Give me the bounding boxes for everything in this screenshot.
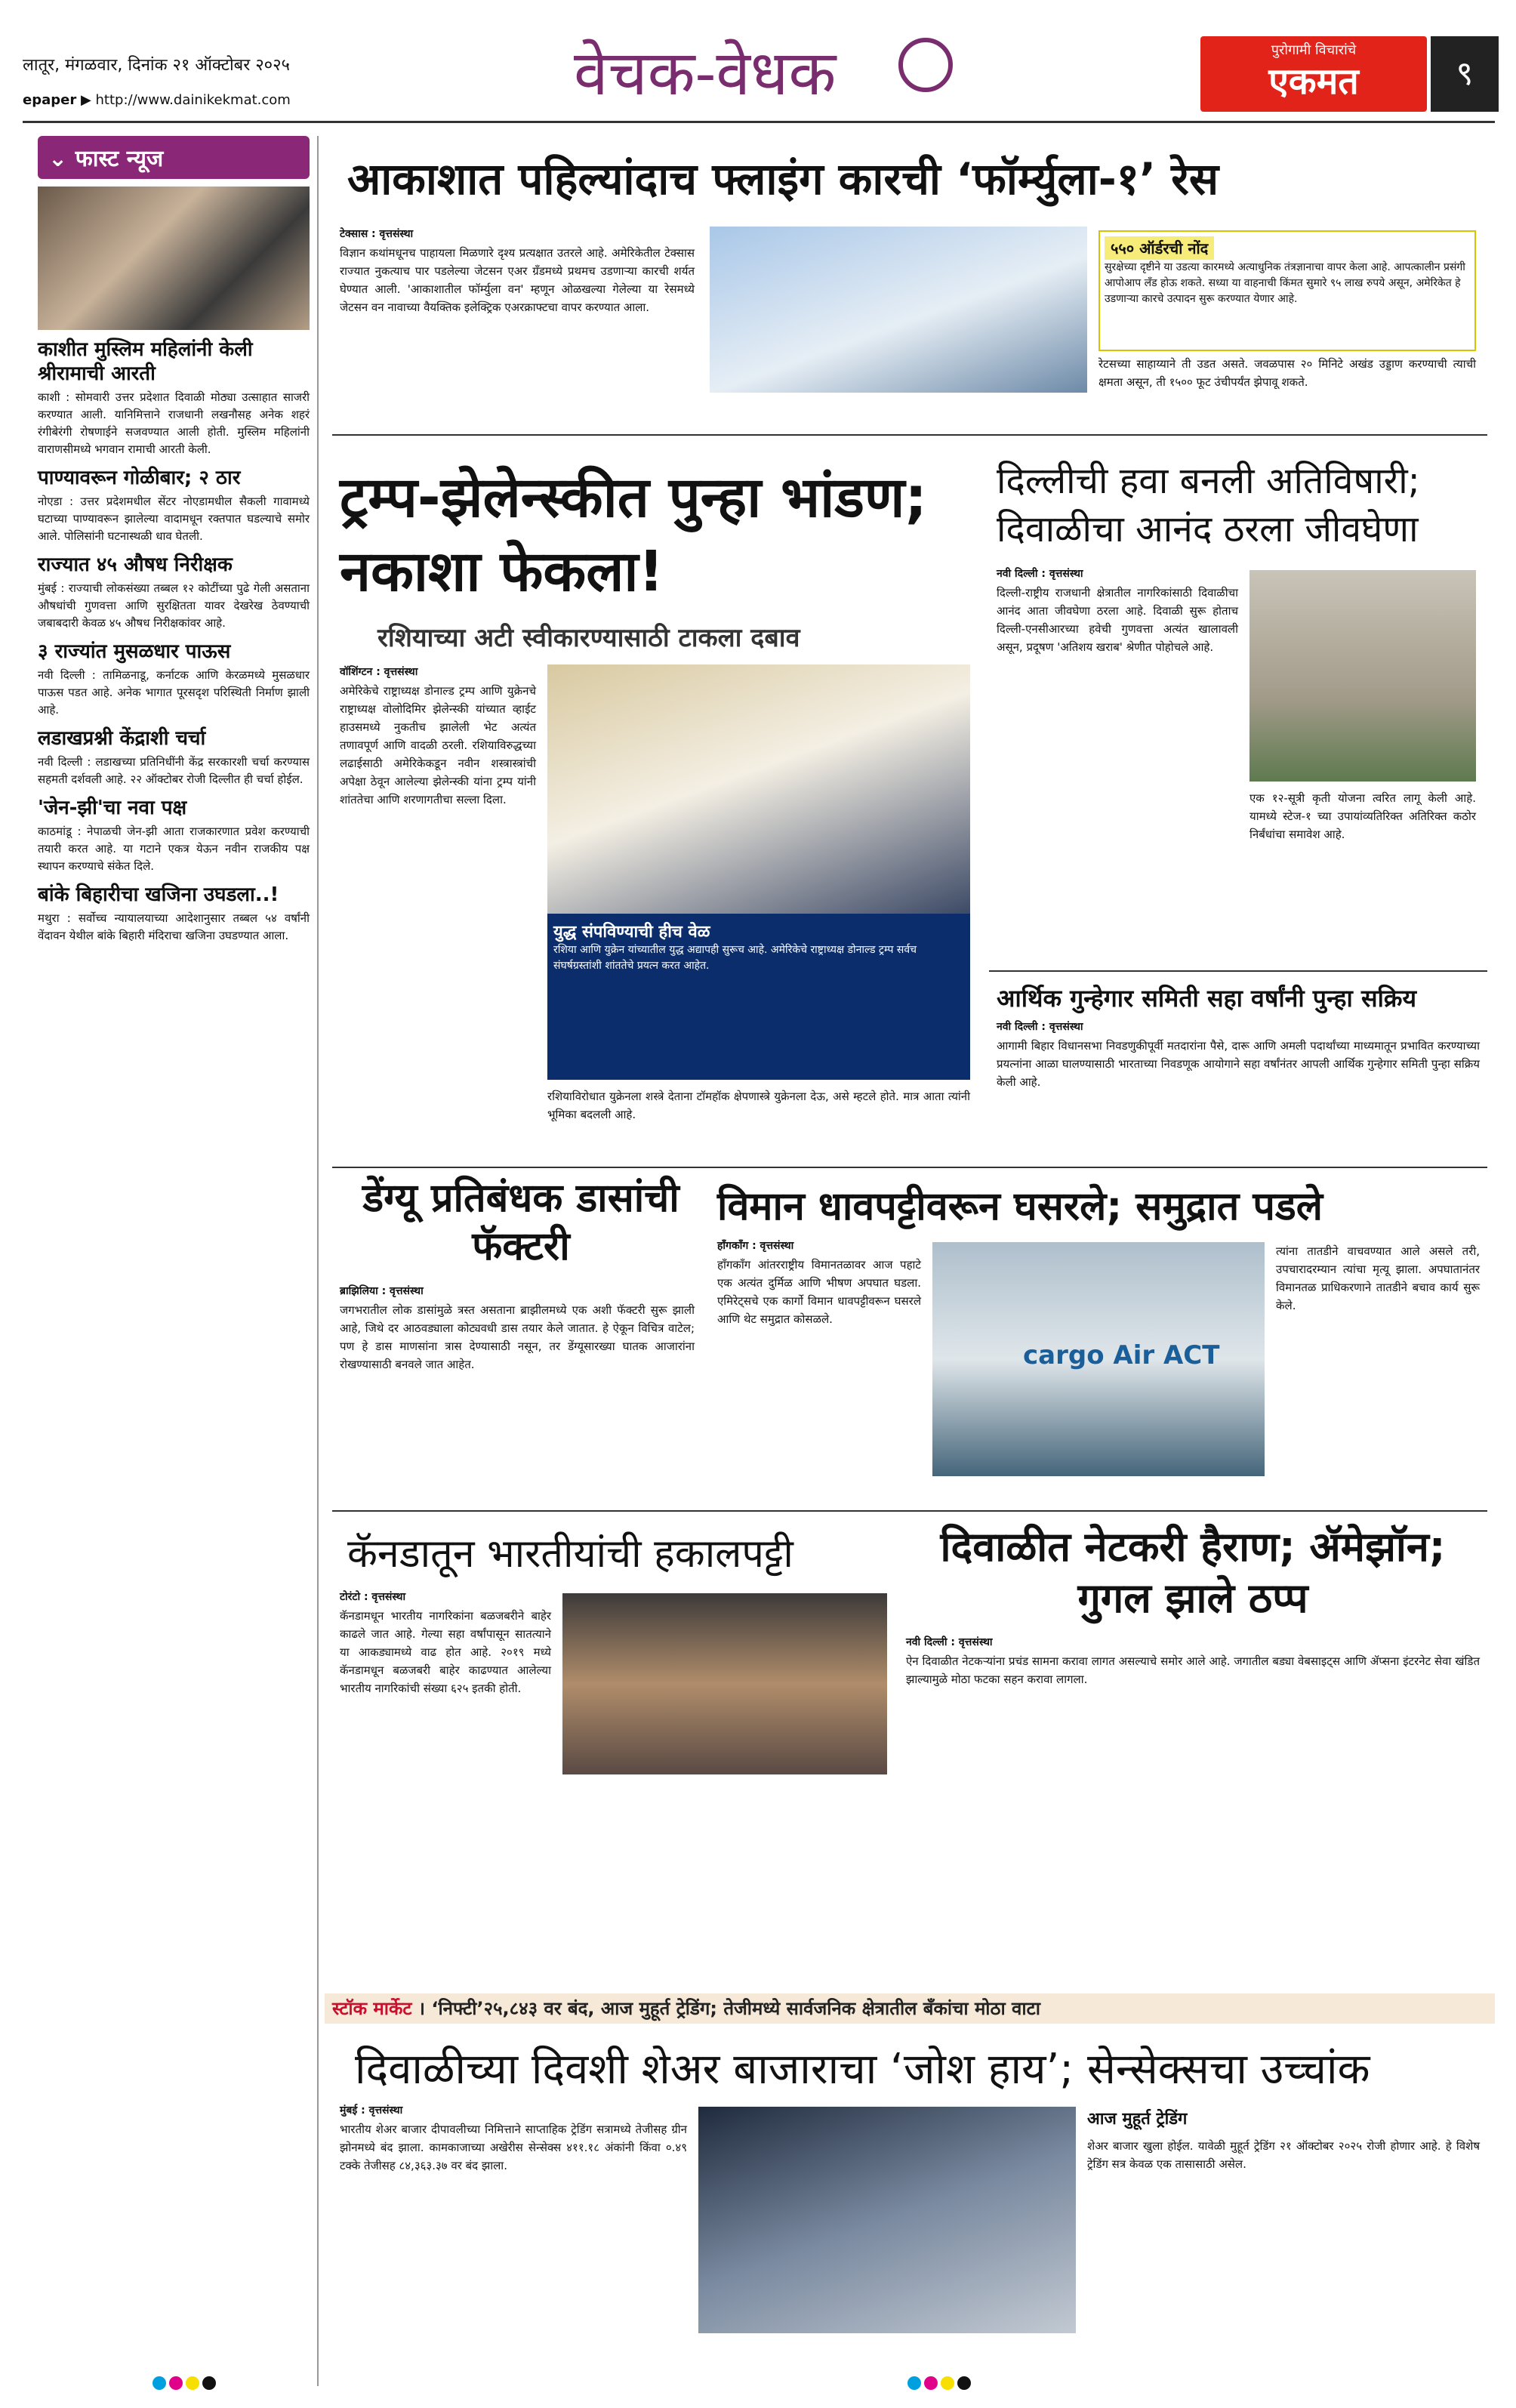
news-heading: 'जेन-झी'चा नवा पक्ष [38, 797, 187, 819]
infobox-body: सुरक्षेच्या दृष्टीने या उडत्या कारमध्ये अत्याधुनिक तंत्रज्ञानाचा वापर केला आहे. आपत्कालीन प्रसंगी आपोआप लँड होऊ शकते. सध्या या वाहनाची किंमत सुमारे ९५ लाख रुपये असून, अमेरिकेत हे उडणाऱ्या कारचे उत्पादन सुरू करण्यात येणार आहे. [1105, 261, 1465, 305]
story1-tail-text: रेटसच्या साहाय्याने ती उडत असते. जवळपास २० मिनिटे अखंड उड्डाण करण्याची त्याची क्षमता असून, ती १५०० फूट उंचीपर्यंत झेपावू शकते. [1098, 357, 1476, 389]
story6-text [717, 1238, 921, 1328]
story9-side-heading: आज मुहूर्त ट्रेडिंग [1087, 2110, 1188, 2129]
list-item [38, 640, 310, 719]
list-item [38, 726, 310, 788]
news-body: मथुरा : सर्वोच्च न्यायालयाच्या आदेशानुसार तब्बल ५४ वर्षांनी वेंदावन येथील बांके बिहारी मंदिराचा खजिना उघडण्यात आला. [38, 911, 310, 942]
story1-tail [1098, 355, 1476, 391]
page-number: ९ [1431, 36, 1499, 112]
story5-dateline: ब्राझिलिया : वृत्तसंस्था [340, 1285, 424, 1297]
india-gate-photo [1249, 570, 1476, 782]
sidebar-divider [317, 136, 319, 2386]
story4-dateline: नवी दिल्ली : वृत्तसंस्था [997, 1021, 1083, 1033]
news-body: नवी दिल्ली : लडाखच्या प्रतिनिधींनी केंद्र सरकारशी चर्चा करण्यास सहमती दर्शवली आहे. २२ ऑक्टोबर रोजी दिल्लीत ही चर्चा होईल. [38, 755, 310, 786]
stock-bar-text: । ‘निफ्टी’२५,८४३ वर बंद, आज मुहूर्त ट्रेडिंग; तेजीमध्ये सार्वजनिक क्षेत्रातील बँकांचा मोठा वाटा [418, 1998, 1040, 2019]
story1-text [340, 227, 695, 316]
story3-tail-text: एक १२-सूत्री कृती योजना त्वरित लागू केली आहे. यामध्ये स्टेज-१ च्या उपायांव्यतिरिक्त अतिरिक्त कठोर निर्बंधांचा समावेश आहे. [1249, 791, 1476, 841]
brand-name: एकमत [1268, 60, 1359, 103]
section-title: वेचक-वेधक [574, 38, 837, 109]
story6-body: हॉंगकॉंग आंतरराष्ट्रीय विमानतळावर आज पहाटे एक अत्यंत दुर्मिळ आणि भीषण अपघात घडला. एमिरेट्सचे एक कार्गो विमान धावपट्टीवरून घसरले आणि थेट समुद्रात कोसळले. [717, 1258, 921, 1326]
divider [332, 434, 1487, 436]
story4-body: आगामी बिहार विधानसभा निवडणुकीपूर्वी मतदारांना पैसे, दारू आणि अमली पदार्थांच्या माध्यमातून प्रभावित करण्याच्या प्रयत्नांना आळा घालण्यासाठी भारताच्या निवडणूक आयोगाने सहा वर्षांनंतर आपली आर्थिक गुन्हेगार समिती पुन्हा सक्रिय केली आहे. [997, 1039, 1480, 1089]
story9-tail-text: शेअर बाजार खुला होईल. यावेळी मुहूर्त ट्रेडिंग २१ ऑक्टोबर २०२५ रोजी होणार आहे. हे विशेष ट्रेडिंग सत्र केवळ एक तासासाठी असेल. [1087, 2139, 1480, 2171]
fast-news-sidebar [38, 136, 310, 2386]
infobox-title: ५५० ऑर्डरची नोंद [1105, 236, 1214, 260]
flying-car-photo [710, 227, 1087, 393]
story6-headline: विमान धावपट्टीवरून घसरले; समुद्रात पडले [717, 1184, 1323, 1229]
list-item [38, 466, 310, 545]
story3-body: दिल्ली-राष्ट्रीय राजधानी क्षेत्रातील नागरिकांसाठी दिवाळीचा आनंद आता जीवघेणा ठरला आहे. दिवाळी सुरू होताच दिल्ली-एनसीआरच्या हवेची गुणवत्ता अत्यंत खालावली असून, प्रदूषण 'अतिशय खराब' श्रेणीत पोहोचले आहे. [997, 586, 1238, 654]
story5-text [340, 1284, 695, 1374]
plane-crash-photo [932, 1242, 1265, 1476]
registration-marks [151, 2376, 217, 2391]
list-item [38, 338, 310, 458]
story1-headline: आकाशात पहिल्यांदाच फ्लाइंग कारची ‘फॉर्म्युला-१’ रेस [347, 153, 1219, 205]
story6-dateline: हॉंगकॉंग : वृत्तसंस्था [717, 1240, 794, 1252]
masthead-logo [1200, 36, 1427, 112]
magnifier-icon [898, 38, 953, 92]
story3-headline: दिल्लीची हवा बनली अतिविषारी; दिवाळीचा आनंद ठरला जीवघेणा [997, 460, 1420, 550]
news-heading: काशीत मुस्लिम महिलांनी केली श्रीरामाची आरती [38, 338, 253, 385]
story7-text [340, 1589, 551, 1697]
story8-dateline: नवी दिल्ली : वृत्तसंस्था [906, 1636, 993, 1648]
epaper-link[interactable]: epaper ▶ http://www.dainikekmat.com [23, 92, 291, 108]
news-body: मुंबई : राज्याची लोकसंख्या तब्बल १२ कोटींच्या पुढे गेली असताना औषधांची गुणवत्ता आणि सुरक्षितता यावर देखरेख ठेवण्याची जबाबदारी केवळ ४५ औषध निरीक्षकांवर आहे. [38, 581, 310, 630]
story5-body: जगभरातील लोक डासांमुळे त्रस्त असताना ब्राझीलमध्ये एक अशी फॅक्टरी सुरू झाली आहे, जिथे दर आठवड्याला कोट्यवधी डास तयार केले जातात. हे ऐकून विचित्र वाटेल; पण हे डास माणसांना त्रास देण्यासाठी नसून, तर डेंग्यूसारख्या घातक आजारांना रोखण्यासाठी बनवले जात आहेत. [340, 1303, 695, 1371]
list-item [38, 883, 310, 945]
chevron-down-icon: ⌄ [48, 146, 68, 172]
story7-dateline: टोरंटो : वृत्तसंस्था [340, 1591, 406, 1603]
story3-tail [1249, 789, 1476, 843]
story7-headline: कॅनडातून भारतीयांची हकालपट्टी [347, 1531, 793, 1577]
story2-tail [547, 1087, 970, 1124]
story2-subheadline: रशियाच्या अटी स्वीकारण्यासाठी टाकला दबाव [377, 623, 800, 653]
news-heading: बांके बिहारीचा खजिना उघडला..! [38, 883, 279, 906]
white-house-photo [547, 664, 970, 914]
story8-text [906, 1635, 1480, 1688]
news-body: नवी दिल्ली : तामिळनाडू, कर्नाटक आणि केरळमध्ये मुसळधार पाऊस पडत आहे. अनेक भागात पूरसदृश परिस्थिती निर्माण झाली आहे. [38, 668, 310, 717]
epaper-url: http://www.dainikekmat.com [95, 92, 291, 108]
plane-livery: cargo Air ACT [1023, 1340, 1220, 1370]
story6-tail [1276, 1242, 1480, 1315]
caption-heading: युद्ध संपविण्याची हीच वेळ [553, 923, 710, 942]
story2-text [340, 664, 536, 809]
fast-news-title: फास्ट न्यूज [75, 146, 164, 172]
story8-body: ऐन दिवाळीत नेटकऱ्यांना प्रचंड सामना करावा लागत असल्याचे समोर आले आहे. जगातील बड्या वेबसाइट्स आणि ॲप्सना इंटरनेट सेवा खंडित झाल्यामुळे मोठा फटका सहन करावा लागला. [906, 1654, 1480, 1686]
news-body: काठमांडू : नेपाळची जेन-झी आता राजकारणात प्रवेश करण्याची तयारी करत आहे. या गटाने एकत्र येऊन नवीन राजकीय पक्ष स्थापन करण्याचे संकेत दिले. [38, 825, 310, 873]
story9-tail [1087, 2137, 1480, 2173]
header-rule [23, 121, 1495, 123]
news-body: काशी : सोमवारी उत्तर प्रदेशात दिवाळी मोठ्या उत्साहात साजरी करण्यात आली. यानिमित्ताने राजधानी लखनौसह अनेक शहरं रंगीबेरंगी रोषणाईने सजवण्यात आली होती. मुस्लिम महिलांनी वाराणसीमध्ये भगवान रामाची आरती केली. [38, 390, 310, 456]
story1-infobox [1098, 230, 1476, 351]
registration-marks [906, 2376, 972, 2391]
story4-text [997, 1019, 1480, 1091]
divider [332, 1167, 1487, 1168]
story8-headline: दिवाळीत नेटकरी हैराण; ॲमेझॉन; गुगल झाले ठप्प [940, 1523, 1446, 1622]
edition-date: लातूर, मंगळवार, दिनांक २१ ऑक्टोबर २०२५ [23, 56, 290, 75]
news-body: नोएडा : उत्तर प्रदेशमधील सेंटर नोएडामधील सैकली गावामध्ये घटाच्या पाण्यावरून झालेल्या वादामधून रक्तपात घडल्याचे समोर आले. पोलिसांनी घटनास्थळी धाव घेतली. [38, 495, 310, 543]
news-heading: ३ राज्यांत मुसळधार पाऊस [38, 640, 231, 663]
story2-headline: ट्रम्प-झेलेन्स्कीत पुन्हा भांडण; नकाशा फेकला! [340, 465, 927, 604]
story7-body: कॅनडामधून भारतीय नागरिकांना बळजबरीने बाहेर काढले जात आहे. गेल्या सहा वर्षांपासून सातत्याने या आकड्यामध्ये वाढ होत आहे. २०१९ मध्ये कॅनडामधून बळजबरी बाहेर काढण्यात आलेल्या भारतीय नागरिकांची संख्या ६२५ इतकी होती. [340, 1609, 551, 1695]
stock-bar-lead: स्टॉक मार्केट [332, 1998, 412, 2019]
story9-dateline: मुंबई : वृत्तसंस्था [340, 2104, 403, 2117]
list-item [38, 796, 310, 875]
news-heading: राज्यात ४५ औषध निरीक्षक [38, 553, 233, 576]
airport-crowd-photo [562, 1593, 887, 1774]
news-heading: लडाखप्रश्नी केंद्राशी चर्चा [38, 727, 206, 750]
list-item [38, 553, 310, 632]
story2-tail-text: रशियाविरोधात युक्रेनला शस्त्रे देताना टॉमहॉक क्षेपणास्त्रे युक्रेनला देऊ, असे म्हटले होते. मात्र आता त्यांनी भूमिका बदलली आहे. [547, 1090, 970, 1121]
story9-text [340, 2103, 687, 2175]
story6-tail-text: त्यांना तातडीने वाचवण्यात आले असले तरी, उपचारादरम्यान त्यांचा मृत्यू झाला. अपघातानंतर विमानतळ प्राधिकरणाने तातडीने बचाव कार्य सुरू केले. [1276, 1244, 1480, 1312]
story3-text [997, 566, 1238, 656]
sidebar-photo [38, 187, 310, 330]
stock-market-bar [325, 1993, 1495, 2024]
epaper-label: epaper [23, 92, 77, 108]
fast-news-header [38, 136, 310, 179]
story2-dateline: वॉशिंग्टन : वृत्तसंस्था [340, 666, 418, 678]
story9-headline: दिवाळीच्या दिवशी शेअर बाजाराचा ‘जोश हाय’; सेन्सेक्सचा उच्चांक [355, 2045, 1370, 2094]
stock-exchange-photo [698, 2107, 1076, 2333]
story5-headline: डेंग्यू प्रतिबंधक डासांची फॅक्टरी [362, 1176, 679, 1269]
story9-body: भारतीय शेअर बाजार दीपावलीच्या निमित्ताने साप्ताहिक ट्रेडिंग सत्रामध्ये तेजीसह ग्रीन झोनमध्ये बंद झाला. कामकाजाच्या अखेरीस सेन्सेक्स ४११.१८ अंकांनी किंवा ०.४९ टक्के तेजीसह ८४,३६३.३७ वर बंद झाला. [340, 2123, 687, 2172]
story2-body: अमेरिकेचे राष्ट्राध्यक्ष डोनाल्ड ट्रम्प आणि युक्रेनचे राष्ट्राध्यक्ष वोलोदिमिर झेलेन्स्की यांच्यात व्हाईट हाउसमध्ये नुकतीच झालेली भेट अत्यंत तणावपूर्ण आणि वादळी ठरली. रशियाविरुद्धच्या लढाईसाठी अमेरिकेकडून नवीन शस्त्रास्त्रांची अपेक्षा ठेवून आलेल्या झेलेन्स्की यांना ट्रम्प यांनी शांततेचा आणि शरणागतीचा सल्ला दिला. [340, 684, 536, 806]
divider [332, 1510, 1487, 1512]
story4-headline: आर्थिक गुन्हेगार समिती सहा वर्षांनी पुन्हा सक्रिय [997, 984, 1417, 1013]
story1-body: विज्ञान कथांमधूनच पाहायला मिळणारे दृश्य प्रत्यक्षात उतरले आहे. अमेरिकेतील टेक्सास राज्यात नुकत्याच पार पडलेल्या जेटसन एअर ग्रँडमध्ये प्रथमच उडणाऱ्या कारची शर्यत घेण्यात आली. 'आकाशातील फॉर्म्युला वन' म्हणून ओळखल्या गेलेल्या या रेसमध्ये जेटसन वन नावाच्या वैयक्तिक इलेक्ट्रिक एअरक्राफ्टचा वापर करण्यात आला. [340, 246, 695, 314]
story1-dateline: टेक्सास : वृत्तसंस्था [340, 228, 414, 240]
brand-tagline: पुरोगामी विचारांचे [1271, 42, 1357, 58]
photo-caption [547, 914, 970, 1080]
caption-text: रशिया आणि युक्रेन यांच्यातील युद्ध अद्यापही सुरूच आहे. अमेरिकेचे राष्ट्राध्यक्ष डोनाल्ड ट्रम्प सर्वच संघर्षग्रस्तांशी शांततेचे प्रयत्न करत आहेत. [553, 944, 917, 972]
story3-dateline: नवी दिल्ली : वृत्तसंस्था [997, 568, 1083, 580]
divider [989, 970, 1487, 972]
news-heading: पाण्यावरून गोळीबार; २ ठार [38, 467, 241, 489]
